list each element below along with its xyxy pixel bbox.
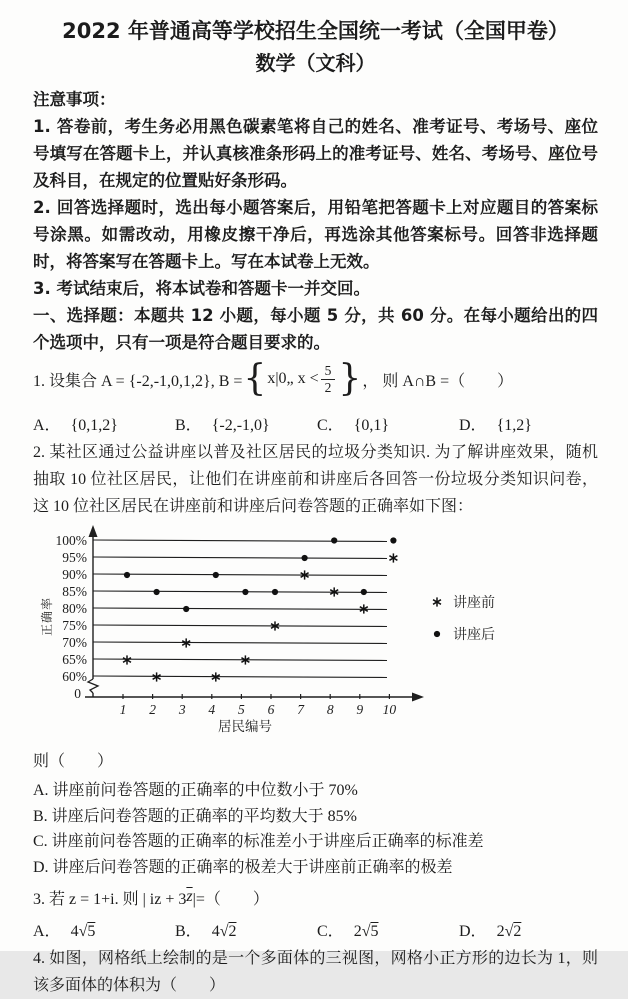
sqrt-symbol: √ [504,923,514,940]
q3-zbar: $\overline{z}$ [186,888,193,905]
svg-text:8: 8 [326,702,334,717]
q3-option-b [175,918,317,941]
q3-option-b-label: B． [175,923,202,940]
q3-option-a [33,918,175,941]
svg-text:1: 1 [119,702,127,717]
note-item-2: 2. 回答选择题时，选出每小题答案后，用铅笔把答题卡上对应题目的答案标号涂黑。如需改动，用橡皮擦干净后，再选涂其他答案标号。回答非选择题时，将答案写在答题卡上。写在本试卷上无效。 [33,198,598,271]
svg-text:90%: 90% [62,567,87,582]
q3-stem-suffix: |=（ ） [192,890,269,908]
note-item-3: 3. 考试结束后，将本试卷和答题卡一并交回。 [33,279,370,298]
svg-text:75%: 75% [62,618,87,633]
q3-option-c [317,918,459,941]
q3-option-d [459,918,521,941]
svg-text:85%: 85% [62,584,87,599]
svg-text:65%: 65% [62,652,87,667]
q2-chart [35,524,598,741]
q1-option-c-value: {0,1} [353,417,390,434]
svg-text:5: 5 [238,702,245,717]
svg-text:4: 4 [208,702,216,717]
title-line1: 2022 年普通高等学校招生全国统一考试（全国甲卷） [62,19,569,43]
q3-option-b-value: 4√2 [211,923,237,940]
q3-option-c-value: 2√5 [353,923,379,940]
question-3-stem [33,882,598,912]
svg-text:100%: 100% [55,533,87,548]
q2-option-c: C. 讲座前问卷答题的正确率的标准差小于讲座后正确率的标准差 [33,833,484,850]
q1-option-a-label: A． [33,417,61,434]
q3-option-d-label: D． [459,923,487,940]
svg-text:80%: 80% [62,601,87,616]
q2-chart-svg [35,524,580,736]
svg-text:2: 2 [149,702,156,717]
q3-option-c-label: C． [317,923,344,940]
q2-option-b: B. 讲座后问卷答题的正确率的平均数大于 85% [33,807,358,825]
q1-fraction-numerator: 5 [321,363,336,380]
q3-option-a-value: 4√5 [70,923,96,940]
sqrt-symbol: √ [219,923,229,940]
notes-heading: 注意事项： [33,90,116,109]
q2-option-a: A. 讲座前问卷答题的正确率的中位数小于 70% [33,782,358,799]
svg-text:7: 7 [297,702,304,717]
svg-text:10: 10 [382,702,397,717]
q1-option-d-value: {1,2} [496,417,532,434]
svg-text:居民编号: 居民编号 [218,719,272,734]
q3-option-d-value: 2√2 [496,923,522,940]
q1-option-b-value: {-2,-1,0} [211,417,270,434]
q3-option-a-label: A． [33,923,61,940]
svg-text:3: 3 [178,702,186,717]
q2-option-d: D. 讲座后问卷答题的正确率的极差大于讲座前正确率的极差 [33,858,453,876]
legend-after-label: 讲座后 [453,628,495,643]
q1-fraction [321,363,336,395]
sqrt-symbol: √ [78,923,88,940]
question-3-options [33,918,598,941]
q1-option-c [317,412,459,435]
page-title [33,16,598,79]
svg-text:正确率: 正确率 [40,596,54,636]
note-item-1: 1. 答卷前，考生务必用黑色碳素笔将自己的姓名、准考证号、考场号、座位号填写在答题卡上，并认真核准条形码上的准考证号、姓名、考场号、座位号及科目，在规定的位置贴好条形码。 [33,117,598,190]
q1-stem-prefix: 1. 设集合 A = {-2,-1,0,1,2}, B = [33,372,243,390]
question-1-stem: 1. 设集合 A = {-2,-1,0,1,2}, B = { x|0„ x < $\frac{5}{2}$ } ， 则 A∩B =（ ） [33,358,514,399]
svg-text:95%: 95% [62,550,87,565]
svg-text:6: 6 [267,702,275,717]
q1-option-d [459,412,532,435]
svg-text:60%: 60% [62,669,87,684]
q1-stem-suffix: ， 则 A∩B =（ ） [362,372,514,390]
q3-stem-prefix: 3. 若 z = 1+i. 则 | iz + 3 [33,890,187,908]
legend-before-label: 讲座前 [453,596,495,611]
svg-text:70%: 70% [62,635,87,650]
q1-option-d-label: D． [459,417,487,434]
svg-text:0: 0 [74,686,81,701]
title-line2: 数学（文科） [255,50,376,75]
question-1-options [33,412,598,435]
q1-option-a [33,412,175,435]
svg-text:9: 9 [356,702,364,717]
question-2-stem: 2. 某社区通过公益讲座以普及社区居民的垃圾分类知识. 为了解讲座效果，随机抽取 10 位社区居民，让他们在讲座前和讲座后各回答一份垃圾分类知识问卷，这 10 位社区居民在讲座前和讲座后问卷答题的正确率如下图： [33,444,598,515]
q1-option-b-label: B． [175,417,202,434]
q2-then-label: 则（ ） [33,753,114,770]
q1-option-c-label: C． [317,417,344,434]
q1-option-b [175,412,317,435]
q1-condition: x|0„ x < [267,370,319,387]
sqrt-symbol: √ [361,923,371,940]
q1-fraction-denominator: 2 [324,379,332,395]
q1-option-a-value: {0,1,2} [70,417,118,434]
question-4-stem: 4. 如图，网格纸上绘制的是一个多面体的三视图，网格小正方形的边长为 1，则该多面体的体积为（ ） [33,950,598,994]
section-choice-heading: 一、选择题：本题共 12 小题，每小题 5 分，共 60 分。在每小题给出的四个选项中，只有一项是符合题目要求的。 [33,306,598,352]
